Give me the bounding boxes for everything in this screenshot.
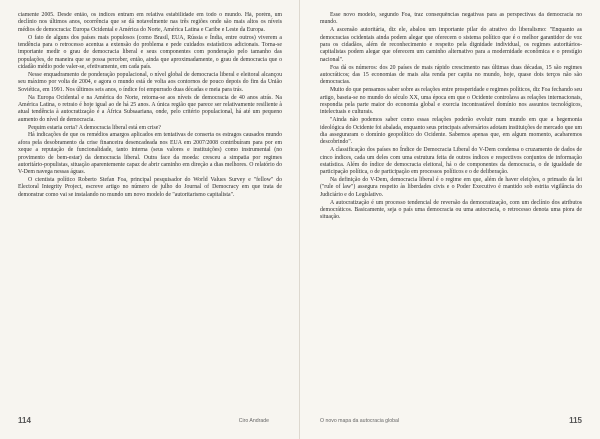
page-number: 114 — [18, 416, 31, 425]
paragraph: Pequim estaria certa? A democracia liberal está em crise? — [28, 124, 161, 131]
running-head-author: Ciro Andrade — [238, 418, 269, 424]
left-page-text-column — [18, 12, 282, 406]
paragraph: Esse novo modelo, segundo Foa, traz consequências negativas para as perspectivas da democracia no mundo. — [320, 12, 582, 26]
paragraph: Muito do que pensamos saber sobre as relações entre prosperidade e regimes políticos, diz Foa fechando seu artigo, baseia-se no mundo do século XX, uma época em que o Ocidente controlava as relações internacionais, respondia pela parte maior do economia global e exercia incontrastável domínio nos assuntos tecnológicos, intelectuais e culturais. — [320, 87, 582, 116]
page-number: 115 — [569, 416, 582, 425]
right-page-footer — [300, 416, 600, 428]
paragraph: A ascensão autoritária, diz ele, abalou um importante pilar do atrativo do liberalismo: "Enquanto as democracias ocidentais ainda podem alegar que oferecem o sistema político que é o melhor garantidor de voz para os cidadãos, além de reconhecimento e respeito pela dignidade individual, os regimes autoritários-capitalistas podem alegar que oferecem um caminho alternativo para a modernidade econômica e o prestígio nacional". — [320, 27, 582, 63]
paragraph: A classificação dos países no Índice de Democracia Liberal do V-Dem condensa o cruzamento de dados de cinco índices, cada um deles com uma estrutura feita de outros índices e respectivos conjuntos de informação estatística. Além do índice de democracia eleitoral, há o de componentes da democracia, o de igualdade de participação política, o de participação em processos políticos e o de deliberação. — [320, 147, 582, 176]
paragraph: Na definição do V-Dem, democracia liberal é o regime em que, além de haver eleições, o primado da lei ("rule of law") assegura respeito às liberdades civis e o Poder Executivo é mantido sob estrita vigilância do Judiciário e do Legislativo. — [320, 177, 582, 198]
paragraph-quote: "Ainda não podemos saber como essas relações poderão evoluir num mundo em que a hegemonia ideológica do Ocidente foi abalada, enquanto seus principais adversários adotam instituições de mercado que um dia asseguraram o domínio geopolítico do Ocidente. Sabemos apenas que, em algum momento, acabaremos descobrindo". — [320, 117, 582, 146]
paragraph: Na Europa Ocidental e na América do Norte, retorna-se aos níveis de democracia de 40 anos atrás. Na América Latina, o retraio é hoje igual ao de há 25 anos. A única região que parece ser relativamente resiliente à atual tendência à autocratização é a África Subsaariana, onde, pelo critério populacional, há até um pequeno aumento do nível de democracia. — [18, 94, 282, 123]
paragraph: Nesse enquadramento de ponderação populacional, o nível global de democracia liberal e eleitoral alcançou seu máximo por volta de 2004, e agora o mundo está de volta aos contornos de pouco depois do fim da União Soviética, em 1991. Nos últimos seis anos, o índice foi empurrado duas décadas e meia para trás. — [18, 71, 282, 93]
paragraph: Foa dá os números: dos 20 países de mais rápido crescimento nas últimas duas décadas, 15 são regimes autocráticos; das 15 economias de mais alta renda per capita no mundo, hoje, quase dois terços não são democracias. — [320, 64, 582, 86]
paragraph: O fato de alguns dos países mais populosos (como Brasil, EUA, Rússia e Índia, entre outros) viverem a tendência para o retrocesso acentua a extensão do problema e pede cuidados estatísticos adicionais. Torna-se importante medir o grau de democracia liberal e seus componentes com ponderação pelo tamanho das populações, de maneira que se possa perceber, então, ainda que aproximadamente, o grau de democracia que o cidadão médio pode valer-se, efetivamente, em cada país. — [18, 34, 282, 70]
paragraph: O cientista político Roberto Stefan Foa, principal pesquisador do World Values Survey e "fellow" do Electoral Integrity Project, escreve artigo no número de julho do Journal of Democracy em que trata de demonstrar como vai se instalando no mundo um novo modelo de "autoritarismo capitalista". — [18, 177, 282, 198]
running-head-title: O novo mapa da autocracia global — [320, 418, 400, 424]
left-page-footer — [0, 416, 299, 428]
paragraph: A autocratização é um processo tendencial de reversão da democratização, com um declínio dos atributos democráticos. Basicamente, seja o país uma democracia ou uma autocracia, o retrocesso denota uma piora de situação. — [320, 199, 582, 221]
paragraph: ciamente 2005. Desde então, os índices entram em relativa estabilidade em todo o mundo. Há, porém, um declínio nos últimos anos, ocorrência que se dá notavelmente nas três regiões onde são mais altos os níveis médios de democracia: Europa Ocidental e América do Norte, América Latina e Caribe e Leste da Europa. — [18, 12, 282, 33]
paragraph: Há indicações de que os remédios amargos aplicados em tentativas de conserta os estragos causados mundo afora pela desobramento da crise financeira desencadeada nos EUA em 2007/2008 contribuíram para por em xeque a reputação de funcionalidade, tanto interna (seus valores e instituições) como instrumental (no provimento de bem-estar) da democracia liberal. Outra face da moeda: cresceu a simpatia por regimes autoritário-populistas, situação aparentemente capaz de abrir caminho em direção a dias melhores. O relatório do V-Dem navega nessas águas. — [18, 132, 282, 176]
right-page — [300, 0, 600, 439]
right-page-text-column — [320, 12, 582, 406]
